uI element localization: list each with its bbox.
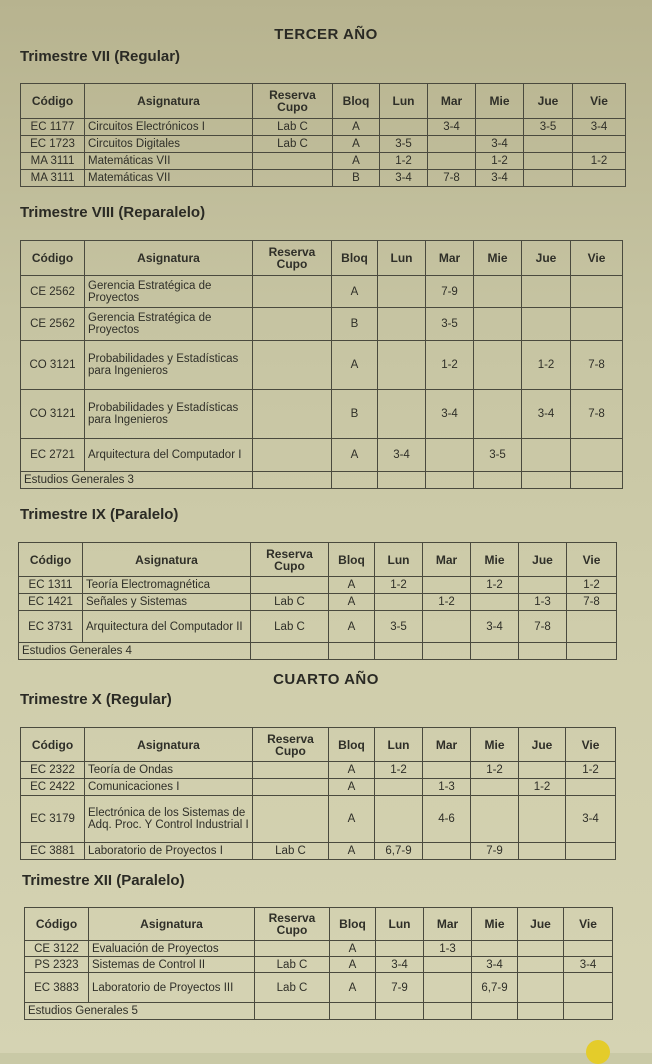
cell-vie: 7-8 — [567, 594, 617, 611]
header-mar: Mar — [424, 908, 472, 941]
cell-mar: 1-3 — [423, 779, 471, 796]
cell-reserva — [253, 308, 332, 341]
header-mie: Mie — [474, 241, 522, 276]
schedule-table — [20, 240, 623, 489]
header-reserva: Reserva Cupo — [253, 241, 332, 276]
header-vie: Vie — [566, 728, 616, 762]
header-codigo: Código — [21, 84, 85, 119]
cell-bloq: A — [330, 957, 376, 973]
header-reserva: Reserva Cupo — [253, 84, 333, 119]
cell-codigo: MA 3111 — [21, 153, 85, 170]
cell-mie: 7-9 — [471, 843, 519, 860]
table-header-row — [25, 908, 613, 941]
table-row — [21, 308, 623, 341]
cell-lun — [378, 308, 426, 341]
cell-lun — [376, 941, 424, 957]
table-footer-row — [19, 643, 617, 660]
cell-asignatura: Circuitos Electrónicos I — [85, 119, 253, 136]
header-bloq: Bloq — [332, 241, 378, 276]
cell-mie: 3-4 — [472, 957, 518, 973]
cell-bloq: A — [329, 762, 375, 779]
table-row — [21, 119, 626, 136]
cell-jue: 7-8 — [519, 611, 567, 643]
cell-mie — [471, 779, 519, 796]
cell-bloq: A — [330, 973, 376, 1003]
cell-lun — [375, 779, 423, 796]
cell-codigo: EC 1177 — [21, 119, 85, 136]
cell-asignatura: Laboratorio de Proyectos III — [89, 973, 255, 1003]
header-vie: Vie — [571, 241, 623, 276]
cell-codigo: EC 2721 — [21, 439, 85, 472]
cell-jue: 1-3 — [519, 594, 567, 611]
cell-jue — [519, 843, 566, 860]
empty-cell — [253, 472, 332, 489]
table-row — [21, 843, 616, 860]
cell-mar: 7-9 — [426, 276, 474, 308]
cell-jue — [522, 276, 571, 308]
cell-codigo: EC 2322 — [21, 762, 85, 779]
cell-mar — [424, 957, 472, 973]
trimester-title: Trimestre VIII (Reparalelo) — [20, 204, 206, 221]
cell-asignatura: Electrónica de los Sistemas de Adq. Proc. Y Control Industrial I — [85, 796, 253, 843]
table-row — [25, 957, 613, 973]
empty-cell — [332, 472, 378, 489]
cell-reserva — [253, 170, 333, 187]
header-vie: Vie — [564, 908, 613, 941]
header-jue: Jue — [522, 241, 571, 276]
cell-jue — [519, 796, 566, 843]
cell-bloq: A — [329, 577, 375, 594]
cell-mie — [476, 119, 524, 136]
cell-codigo: EC 3731 — [19, 611, 83, 643]
cell-vie: 3-4 — [566, 796, 616, 843]
header-reserva: Reserva Cupo — [255, 908, 330, 941]
header-mie: Mie — [471, 543, 519, 577]
cell-jue: 3-4 — [522, 390, 571, 439]
table-row — [25, 941, 613, 957]
cell-codigo: EC 1311 — [19, 577, 83, 594]
cell-reserva — [255, 941, 330, 957]
cell-jue: 1-2 — [522, 341, 571, 390]
cell-vie: 1-2 — [573, 153, 626, 170]
header-bloq: Bloq — [329, 728, 375, 762]
cell-vie: 3-4 — [564, 957, 613, 973]
cell-lun: 3-5 — [375, 611, 423, 643]
cell-vie — [571, 308, 623, 341]
header-jue: Jue — [519, 728, 566, 762]
header-lun: Lun — [380, 84, 428, 119]
empty-cell — [518, 1003, 564, 1020]
table-footer-row — [21, 472, 623, 489]
cell-jue — [524, 170, 573, 187]
header-mie: Mie — [471, 728, 519, 762]
header-codigo: Código — [21, 728, 85, 762]
cell-vie: 3-4 — [573, 119, 626, 136]
cell-vie — [564, 973, 613, 1003]
empty-cell — [376, 1003, 424, 1020]
cell-jue: 1-2 — [519, 779, 566, 796]
cell-mar — [423, 577, 471, 594]
header-reserva: Reserva Cupo — [253, 728, 329, 762]
cell-jue — [522, 439, 571, 472]
cell-jue — [522, 308, 571, 341]
empty-cell — [378, 472, 426, 489]
cell-lun: 7-9 — [376, 973, 424, 1003]
cell-mar: 3-4 — [428, 119, 476, 136]
cell-jue — [519, 762, 566, 779]
table-row — [19, 611, 617, 643]
cell-lun — [378, 276, 426, 308]
cell-reserva — [253, 276, 332, 308]
estudios-generales-cell: Estudios Generales 5 — [25, 1003, 255, 1020]
table-row — [21, 762, 616, 779]
cell-vie — [571, 276, 623, 308]
cell-reserva — [253, 390, 332, 439]
cell-asignatura: Matemáticas VII — [85, 153, 253, 170]
header-bloq: Bloq — [330, 908, 376, 941]
table-header-row — [21, 241, 623, 276]
cell-lun — [378, 341, 426, 390]
table-header-row — [19, 543, 617, 577]
cell-bloq: A — [329, 796, 375, 843]
cell-vie — [571, 439, 623, 472]
empty-cell — [522, 472, 571, 489]
table-row — [19, 594, 617, 611]
table-row — [21, 170, 626, 187]
empty-cell — [571, 472, 623, 489]
cell-bloq: B — [332, 308, 378, 341]
cell-lun — [378, 390, 426, 439]
cell-jue — [524, 153, 573, 170]
cell-lun: 3-4 — [376, 957, 424, 973]
cell-reserva: Lab C — [251, 611, 329, 643]
cell-mie: 1-2 — [471, 577, 519, 594]
schedule-table — [20, 727, 616, 860]
cell-mar — [423, 762, 471, 779]
header-mie: Mie — [476, 84, 524, 119]
cell-reserva — [253, 796, 329, 843]
cell-codigo: PS 2323 — [25, 957, 89, 973]
cell-reserva: Lab C — [253, 136, 333, 153]
cell-reserva: Lab C — [253, 843, 329, 860]
cell-codigo: EC 3179 — [21, 796, 85, 843]
cell-bloq: A — [329, 843, 375, 860]
cell-asignatura: Teoría Electromagnética — [83, 577, 251, 594]
cell-jue — [518, 941, 564, 957]
cell-codigo: CO 3121 — [21, 390, 85, 439]
table-row — [19, 577, 617, 594]
cell-reserva — [253, 341, 332, 390]
cell-mie: 1-2 — [471, 762, 519, 779]
cell-asignatura: Sistemas de Control II — [89, 957, 255, 973]
cell-vie — [564, 941, 613, 957]
cell-vie: 7-8 — [571, 390, 623, 439]
cell-jue: 3-5 — [524, 119, 573, 136]
header-lun: Lun — [375, 543, 423, 577]
cell-codigo: EC 1723 — [21, 136, 85, 153]
trimester-title: Trimestre IX (Paralelo) — [20, 506, 179, 523]
header-reserva: Reserva Cupo — [251, 543, 329, 577]
table-row — [21, 276, 623, 308]
cell-jue — [524, 136, 573, 153]
table-row — [21, 779, 616, 796]
header-codigo: Código — [25, 908, 89, 941]
cell-mar: 3-4 — [426, 390, 474, 439]
empty-cell — [375, 643, 423, 660]
cell-asignatura: Teoría de Ondas — [85, 762, 253, 779]
cell-mie — [472, 941, 518, 957]
table-row — [21, 136, 626, 153]
cell-codigo: CO 3121 — [21, 341, 85, 390]
cell-mar: 1-2 — [426, 341, 474, 390]
cell-reserva — [253, 762, 329, 779]
year-heading-fourth: CUARTO AÑO — [273, 671, 379, 688]
cell-mie: 6,7-9 — [472, 973, 518, 1003]
cell-bloq: A — [332, 276, 378, 308]
header-mar: Mar — [426, 241, 474, 276]
cell-mie — [471, 796, 519, 843]
empty-cell — [426, 472, 474, 489]
year-heading-third: TERCER AÑO — [274, 26, 378, 43]
header-vie: Vie — [567, 543, 617, 577]
header-vie: Vie — [573, 84, 626, 119]
empty-cell — [472, 1003, 518, 1020]
cell-bloq: A — [329, 594, 375, 611]
cell-lun: 3-4 — [378, 439, 426, 472]
cell-mar: 4-6 — [423, 796, 471, 843]
cell-bloq: A — [330, 941, 376, 957]
cell-lun: 1-2 — [380, 153, 428, 170]
cell-jue — [519, 577, 567, 594]
table-header-row — [21, 84, 626, 119]
cell-asignatura: Probabilidades y Estadísticas para Ingenieros — [85, 390, 253, 439]
cell-asignatura: Evaluación de Proyectos — [89, 941, 255, 957]
cell-codigo: CE 2562 — [21, 308, 85, 341]
cell-bloq: B — [333, 170, 380, 187]
cell-codigo: EC 3881 — [21, 843, 85, 860]
cell-asignatura: Arquitectura del Computador II — [83, 611, 251, 643]
cell-bloq: A — [329, 611, 375, 643]
cell-mie — [474, 308, 522, 341]
cell-vie — [573, 136, 626, 153]
header-lun: Lun — [378, 241, 426, 276]
cell-jue — [518, 957, 564, 973]
header-mar: Mar — [423, 728, 471, 762]
cell-mar — [428, 136, 476, 153]
empty-cell — [424, 1003, 472, 1020]
cell-vie — [567, 611, 617, 643]
cell-mar — [423, 843, 471, 860]
cell-mie: 3-4 — [476, 170, 524, 187]
table-footer-row — [25, 1003, 613, 1020]
cell-bloq: A — [333, 119, 380, 136]
cell-mie — [471, 594, 519, 611]
cell-vie: 1-2 — [567, 577, 617, 594]
cell-asignatura: Laboratorio de Proyectos I — [85, 843, 253, 860]
header-jue: Jue — [518, 908, 564, 941]
cell-vie — [566, 843, 616, 860]
header-asignatura: Asignatura — [89, 908, 255, 941]
header-mar: Mar — [428, 84, 476, 119]
cell-mar: 3-5 — [426, 308, 474, 341]
cell-mie — [474, 341, 522, 390]
cell-asignatura: Matemáticas VII — [85, 170, 253, 187]
cell-lun — [375, 796, 423, 843]
empty-cell — [251, 643, 329, 660]
table-row — [21, 341, 623, 390]
header-asignatura: Asignatura — [85, 241, 253, 276]
header-bloq: Bloq — [333, 84, 380, 119]
cell-lun: 1-2 — [375, 762, 423, 779]
cell-bloq: A — [333, 136, 380, 153]
cell-mar — [423, 611, 471, 643]
cell-mar — [424, 973, 472, 1003]
cell-reserva: Lab C — [255, 973, 330, 1003]
schedule-table — [24, 907, 613, 1020]
trimester-title: Trimestre VII (Regular) — [20, 48, 181, 65]
empty-cell — [474, 472, 522, 489]
estudios-generales-cell: Estudios Generales 3 — [21, 472, 253, 489]
cell-mie: 3-4 — [476, 136, 524, 153]
empty-cell — [567, 643, 617, 660]
cell-lun: 1-2 — [375, 577, 423, 594]
cell-bloq: A — [329, 779, 375, 796]
cell-vie — [566, 779, 616, 796]
cell-codigo: EC 1421 — [19, 594, 83, 611]
cell-vie — [573, 170, 626, 187]
header-asignatura: Asignatura — [83, 543, 251, 577]
cell-mar: 1-2 — [423, 594, 471, 611]
cell-mie: 3-4 — [471, 611, 519, 643]
cell-asignatura: Arquitectura del Computador I — [85, 439, 253, 472]
cell-mar: 7-8 — [428, 170, 476, 187]
empty-cell — [423, 643, 471, 660]
corner-dot — [586, 1040, 610, 1064]
cell-reserva — [253, 779, 329, 796]
cell-bloq: A — [332, 341, 378, 390]
cell-codigo: EC 3883 — [25, 973, 89, 1003]
empty-cell — [255, 1003, 330, 1020]
empty-cell — [330, 1003, 376, 1020]
cell-asignatura: Gerencia Estratégica de Proyectos — [85, 308, 253, 341]
cell-asignatura: Señales y Sistemas — [83, 594, 251, 611]
header-asignatura: Asignatura — [85, 84, 253, 119]
cell-mar — [426, 439, 474, 472]
header-codigo: Código — [19, 543, 83, 577]
schedule-table — [18, 542, 617, 660]
cell-mar: 1-3 — [424, 941, 472, 957]
cell-asignatura: Comunicaciones I — [85, 779, 253, 796]
empty-cell — [329, 643, 375, 660]
header-jue: Jue — [519, 543, 567, 577]
estudios-generales-cell: Estudios Generales 4 — [19, 643, 251, 660]
cell-vie: 7-8 — [571, 341, 623, 390]
header-lun: Lun — [376, 908, 424, 941]
cell-codigo: CE 3122 — [25, 941, 89, 957]
cell-lun — [375, 594, 423, 611]
table-row — [25, 973, 613, 1003]
empty-cell — [471, 643, 519, 660]
cell-reserva — [251, 577, 329, 594]
cell-lun — [380, 119, 428, 136]
cell-bloq: B — [332, 390, 378, 439]
cell-asignatura: Probabilidades y Estadísticas para Ingenieros — [85, 341, 253, 390]
cell-bloq: A — [333, 153, 380, 170]
cell-mie: 1-2 — [476, 153, 524, 170]
cell-codigo: MA 3111 — [21, 170, 85, 187]
header-asignatura: Asignatura — [85, 728, 253, 762]
header-codigo: Código — [21, 241, 85, 276]
table-row — [21, 390, 623, 439]
cell-lun: 3-5 — [380, 136, 428, 153]
cell-bloq: A — [332, 439, 378, 472]
cell-jue — [518, 973, 564, 1003]
empty-cell — [519, 643, 567, 660]
cell-reserva: Lab C — [253, 119, 333, 136]
header-bloq: Bloq — [329, 543, 375, 577]
table-row — [21, 796, 616, 843]
header-mar: Mar — [423, 543, 471, 577]
cell-mie — [474, 276, 522, 308]
empty-cell — [564, 1003, 613, 1020]
schedule-table — [20, 83, 626, 187]
header-lun: Lun — [375, 728, 423, 762]
cell-reserva: Lab C — [255, 957, 330, 973]
cell-mie — [474, 390, 522, 439]
cell-lun: 3-4 — [380, 170, 428, 187]
trimester-title: Trimestre XII (Paralelo) — [22, 872, 185, 889]
cell-reserva — [253, 439, 332, 472]
cell-codigo: EC 2422 — [21, 779, 85, 796]
cell-reserva — [253, 153, 333, 170]
cell-mie: 3-5 — [474, 439, 522, 472]
cell-lun: 6,7-9 — [375, 843, 423, 860]
cell-vie: 1-2 — [566, 762, 616, 779]
cell-reserva: Lab C — [251, 594, 329, 611]
table-row — [21, 439, 623, 472]
trimester-title: Trimestre X (Regular) — [20, 691, 172, 708]
header-mie: Mie — [472, 908, 518, 941]
header-jue: Jue — [524, 84, 573, 119]
cell-asignatura: Gerencia Estratégica de Proyectos — [85, 276, 253, 308]
table-row — [21, 153, 626, 170]
cell-asignatura: Circuitos Digitales — [85, 136, 253, 153]
cell-mar — [428, 153, 476, 170]
table-header-row — [21, 728, 616, 762]
cell-codigo: CE 2562 — [21, 276, 85, 308]
